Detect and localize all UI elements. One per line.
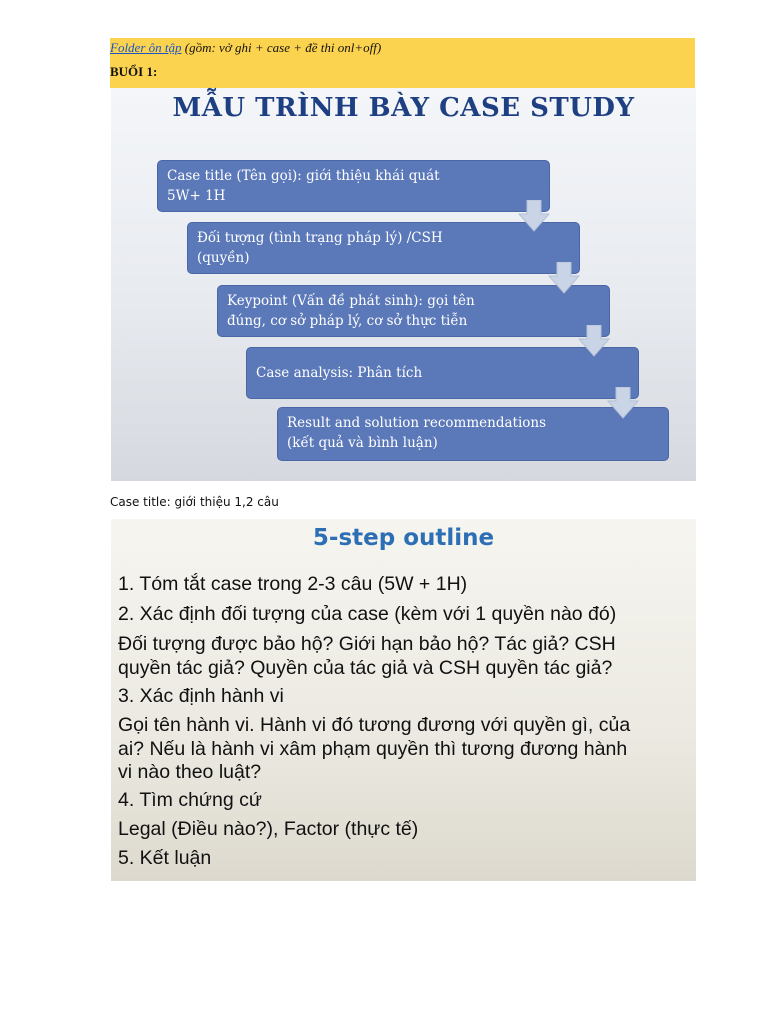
case-title-caption: Case title: giới thiệu 1,2 câu: [110, 495, 279, 509]
down-arrow-icon: [548, 262, 580, 294]
step-4-line1: Case analysis: Phân tích: [256, 365, 423, 381]
folder-note: (gồm: vở ghi + case + đề thi onl+off): [181, 40, 382, 55]
step-5-line2: (kết quả và bình luận): [287, 435, 438, 451]
down-arrow-icon: [607, 387, 639, 419]
outline-line-1: 1. Tóm tắt case trong 2-3 câu (5W + 1H): [118, 573, 468, 595]
step-3-line2: đúng, cơ sở pháp lý, cơ sở thực tiễn: [227, 313, 468, 329]
slide2-title: 5-step outline: [312, 525, 495, 551]
outline-slide: [111, 519, 696, 881]
step-box-1: [157, 160, 550, 212]
down-arrow-icon: [518, 200, 550, 232]
outline-line-5: 3. Xác định hành vi: [118, 685, 284, 707]
outline-line-10: Legal (Điều nào?), Factor (thực tế): [118, 818, 419, 840]
step-5-line1: Result and solution recommendations: [287, 415, 547, 431]
outline-line-6: Gọi tên hành vi. Hành vi đó tương đương với quyền gì, của: [118, 714, 631, 736]
step-2-line1: Đối tượng (tình trạng pháp lý) /CSH: [197, 230, 443, 246]
down-arrow-icon: [578, 325, 610, 357]
outline-line-7: ai? Nếu là hành vi xâm phạm quyền thì tương đương hành: [118, 738, 628, 760]
step-2-line2: (quyền): [197, 250, 250, 266]
outline-line-3: Đối tượng được bảo hộ? Giới hạn bảo hộ? Tác giả? CSH: [118, 633, 616, 655]
outline-line-2: 2. Xác định đối tượng của case (kèm với 1 quyền nào đó): [118, 603, 617, 625]
session-heading: BUỔI 1:: [110, 64, 158, 79]
outline-line-9: 4. Tìm chứng cứ: [118, 789, 262, 811]
step-1-line2: 5W+ 1H: [167, 188, 226, 204]
folder-line: [110, 40, 381, 56]
outline-line-11: 5. Kết luận: [118, 847, 212, 869]
slide1-title: MẪU TRÌNH BÀY CASE STUDY: [172, 93, 635, 123]
folder-link[interactable]: Folder ôn tập: [110, 40, 182, 55]
outline-line-8: vi nào theo luật?: [118, 761, 262, 783]
step-3-line1: Keypoint (Vấn đề phát sinh): gọi tên: [227, 293, 475, 309]
outline-line-4: quyền tác giả? Quyền của tác giả và CSH quyền tác giả?: [118, 657, 613, 679]
step-1-line1: Case title (Tên gọi): giới thiệu khái quát: [167, 168, 440, 184]
